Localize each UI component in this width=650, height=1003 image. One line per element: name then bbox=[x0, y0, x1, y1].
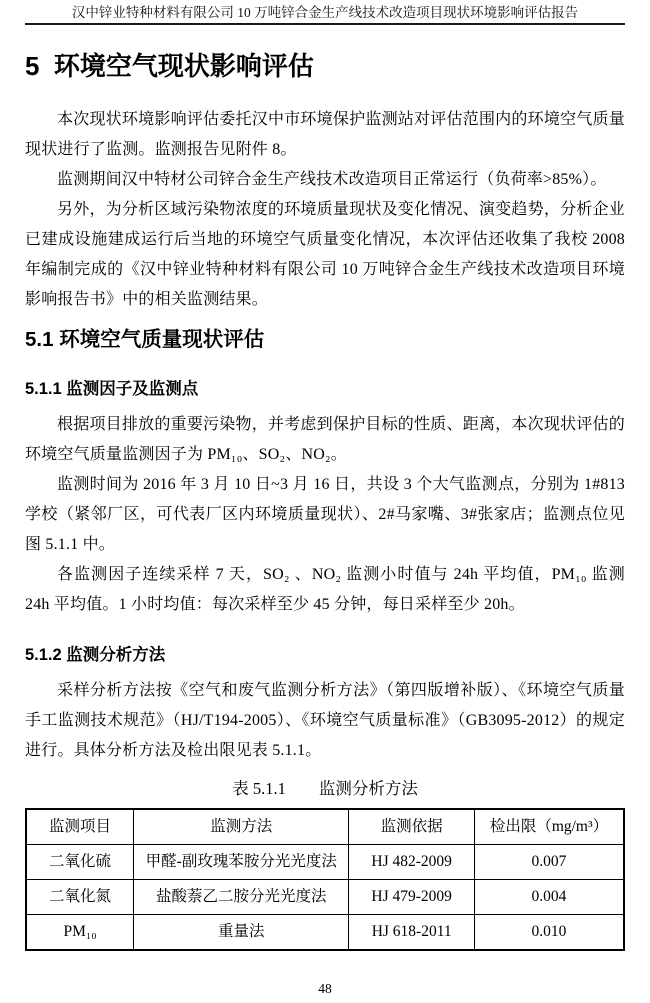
table-caption: 表 5.1.1 监测分析方法 bbox=[232, 779, 418, 798]
table-cell: HJ 482-2009 bbox=[349, 845, 475, 880]
table-header-row bbox=[26, 809, 624, 845]
table-cell: 0.004 bbox=[474, 880, 624, 915]
page-number: 48 bbox=[318, 981, 332, 996]
table-cell: 二氧化硫 bbox=[26, 845, 134, 880]
table-cell: PM₁₀ bbox=[26, 915, 134, 951]
table-cell: 0.010 bbox=[474, 915, 624, 951]
table-row bbox=[26, 845, 624, 880]
table-cell: 甲醛-副玫瑰苯胺分光光度法 bbox=[134, 845, 349, 880]
subsection-title-5-1-2: 5.1.2 监测分析方法 bbox=[25, 646, 166, 664]
table-row bbox=[26, 915, 624, 951]
paragraph-collected-results: 另外，为分析区域污染物浓度的环境质量现状及变化情况、演变趋势，分析企业已建成设施建成运行后当地的环境空气质量变化情况，本次评估还收集了我校 2008 年编制完成的《汉中锌业特种材料有限公司 10 万吨锌合金生产线技术改造项目环境影响报告书》中的相关监测结果。 bbox=[25, 201, 625, 308]
chapter-title: 5 环境空气现状影响评估 bbox=[25, 51, 314, 81]
paragraph-monitoring-time-points: 监测时间为 2016 年 3 月 10 日~3 月 16 日，共设 3 个大气监测点，分别为 1#813 学校（紧邻厂区，可代表厂区内环境质量现状）、2#马家嘴、3#张家店；监测点位见图 5.1.1 中。 bbox=[25, 476, 625, 553]
table-cell: HJ 618-2011 bbox=[349, 915, 475, 951]
table-cell: 盐酸萘乙二胺分光光度法 bbox=[134, 880, 349, 915]
subsection-title-5-1-1: 5.1.1 监测因子及监测点 bbox=[25, 380, 199, 398]
header-cell-item: 监测项目 bbox=[26, 809, 134, 845]
table-cell: HJ 479-2009 bbox=[349, 880, 475, 915]
table-cell: 重量法 bbox=[134, 915, 349, 951]
header-cell-limit: 检出限（mg/m³） bbox=[474, 809, 624, 845]
paragraph-monitoring-commission: 本次现状环境影响评估委托汉中市环境保护监测站对评估范围内的环境空气质量现状进行了监测。监测报告见附件 8。 bbox=[25, 111, 625, 158]
header-cell-method: 监测方法 bbox=[134, 809, 349, 845]
header-cell-basis: 监测依据 bbox=[349, 809, 475, 845]
table-cell: 二氧化氮 bbox=[26, 880, 134, 915]
paragraph-analysis-methods: 采样分析方法按《空气和废气监测分析方法》（第四版增补版）、《环境空气质量手工监测技术规范》（HJ/T194-2005）、《环境空气质量标准》（GB3095-2012）的规定进行。具体分析方法及检出限见表 5.1.1。 bbox=[25, 682, 625, 759]
paragraph-operating-load: 监测期间汉中特材公司锌合金生产线技术改造项目正常运行（负荷率>85%）。 bbox=[57, 171, 607, 188]
header-rule bbox=[25, 23, 625, 25]
paragraph-sampling-duration: 各监测因子连续采样 7 天，SO₂ 、NO₂ 监测小时值与 24h 平均值，PM₁₀ 监测 24h 平均值。1 小时均值：每次采样至少 45 分钟，每日采样至少 20h。 bbox=[25, 566, 625, 613]
table-row bbox=[26, 880, 624, 915]
table-cell: 0.007 bbox=[474, 845, 624, 880]
section-title-5-1: 5.1 环境空气质量现状评估 bbox=[25, 328, 265, 351]
analysis-methods-table bbox=[25, 808, 625, 951]
running-header: 汉中锌业特种材料有限公司 10 万吨锌合金生产线技术改造项目现状环境影响评估报告 bbox=[71, 5, 579, 20]
paragraph-monitoring-factors: 根据项目排放的重要污染物，并考虑到保护目标的性质、距离，本次现状评估的环境空气质量监测因子为 PM₁₀、SO₂、NO₂。 bbox=[25, 416, 625, 463]
